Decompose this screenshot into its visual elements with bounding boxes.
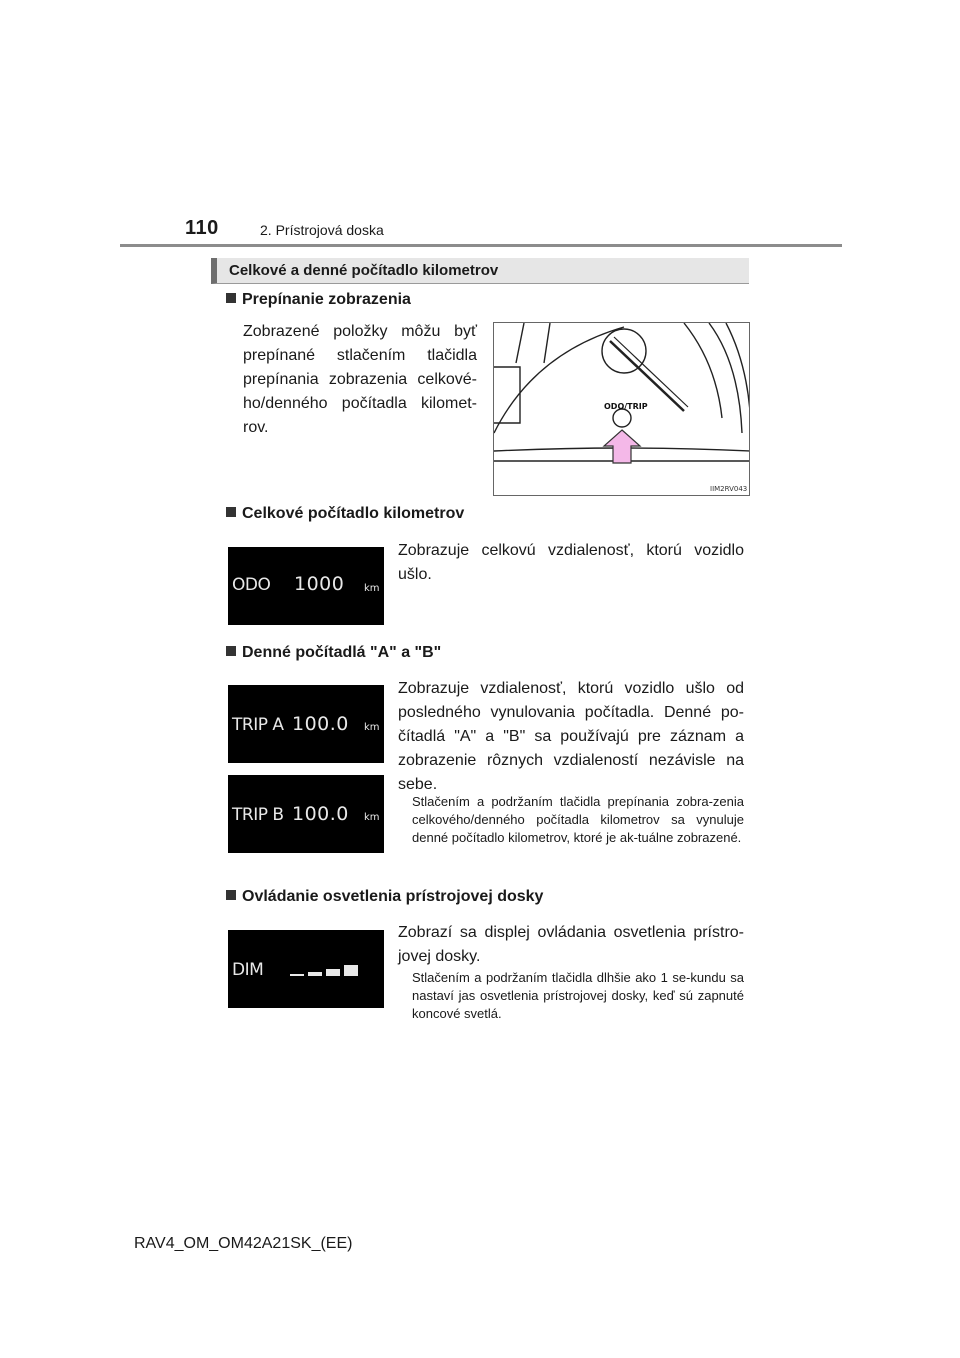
page-number: 110 bbox=[185, 217, 219, 239]
subheading-odometer-text: Celkové počítadlo kilometrov bbox=[242, 505, 465, 522]
square-bullet-icon bbox=[226, 507, 236, 517]
chapter-title: 2. Prístrojová doska bbox=[260, 222, 384, 238]
trip-a-display-value: 100.0 bbox=[292, 713, 349, 735]
odo-display-label: ODO bbox=[232, 575, 271, 595]
subheading-dim-text: Ovládanie osvetlenia prístrojovej dosky bbox=[242, 888, 544, 905]
footer-code: RAV4_OM_OM42A21SK_(EE) bbox=[134, 1235, 353, 1252]
square-bullet-icon bbox=[226, 293, 236, 303]
subheading-trip-text: Denné počítadlá "A" a "B" bbox=[242, 644, 442, 661]
section-title-bar bbox=[211, 258, 749, 284]
section-title: Celkové a denné počítadlo kilometrov bbox=[229, 262, 499, 279]
trip-description: Zobrazuje vzdialenosť, ktorú vozidlo ušlo od posledného vynulovania počítadla. Denné po-čítadlá "A" a "B" sa používajú pre záznam a zobrazenie rôznych vzdialeností nezávisle na sebe. bbox=[398, 680, 744, 793]
dim-display-label: DIM bbox=[232, 960, 264, 980]
odo-trip-button-label: ODO/TRIP bbox=[604, 402, 648, 411]
pink-up-arrow-icon bbox=[604, 430, 640, 463]
dim-display bbox=[228, 930, 384, 1008]
brightness-level-bars bbox=[290, 962, 362, 978]
switch-description: Zobrazené položky môžu byť prepínané stlačením tlačidla prepínania zobrazenia celkové-ho/denného počítadla kilomet-rov. bbox=[243, 323, 477, 436]
figure-code: IIM2RV043 bbox=[710, 485, 748, 493]
odometer-description: Zobrazuje celkovú vzdialenosť, ktorú vozidlo ušlo. bbox=[398, 542, 744, 583]
square-bullet-icon bbox=[226, 890, 236, 900]
header-divider bbox=[120, 244, 842, 247]
subheading-switch bbox=[226, 291, 411, 309]
trip-a-display-unit: km bbox=[364, 722, 380, 733]
odo-display-unit: km bbox=[364, 583, 380, 594]
square-bullet-icon bbox=[226, 646, 236, 656]
instrument-cluster-drawing bbox=[494, 323, 750, 496]
dim-description: Zobrazí sa displej ovládania osvetlenia prístro-jovej dosky. bbox=[398, 924, 744, 965]
trip-note: Stlačením a podržaním tlačidla prepínania zobra-zenia celkového/denného počítadla kilometrov sa vynuluje denné počítadlo kilometrov, ktoré je ak-tuálne zobrazené. bbox=[412, 794, 744, 845]
trip-b-display-unit: km bbox=[364, 812, 380, 823]
subheading-switch-text: Prepínanie zobrazenia bbox=[242, 291, 411, 308]
odo-display bbox=[228, 547, 384, 625]
trip-a-display bbox=[228, 685, 384, 763]
subheading-trip bbox=[226, 644, 441, 662]
odo-trip-button-illustration bbox=[493, 322, 750, 496]
trip-b-display-value: 100.0 bbox=[292, 803, 349, 825]
trip-a-display-label: TRIP A bbox=[232, 715, 284, 735]
odo-display-value: 1000 bbox=[294, 573, 345, 595]
trip-b-display bbox=[228, 775, 384, 853]
brightness-bar-2 bbox=[308, 972, 322, 976]
dim-note: Stlačením a podržaním tlačidla dlhšie ako 1 se-kundu sa nastaví jas osvetlenia prístrojovej dosky, keď sú zapnuté koncové svetlá. bbox=[412, 970, 744, 1021]
subheading-dim bbox=[226, 888, 543, 906]
brightness-bar-3 bbox=[326, 969, 340, 976]
brightness-bar-4 bbox=[344, 965, 358, 976]
subheading-odometer bbox=[226, 505, 464, 523]
trip-b-display-label: TRIP B bbox=[232, 805, 284, 825]
brightness-bar-1 bbox=[290, 974, 304, 976]
